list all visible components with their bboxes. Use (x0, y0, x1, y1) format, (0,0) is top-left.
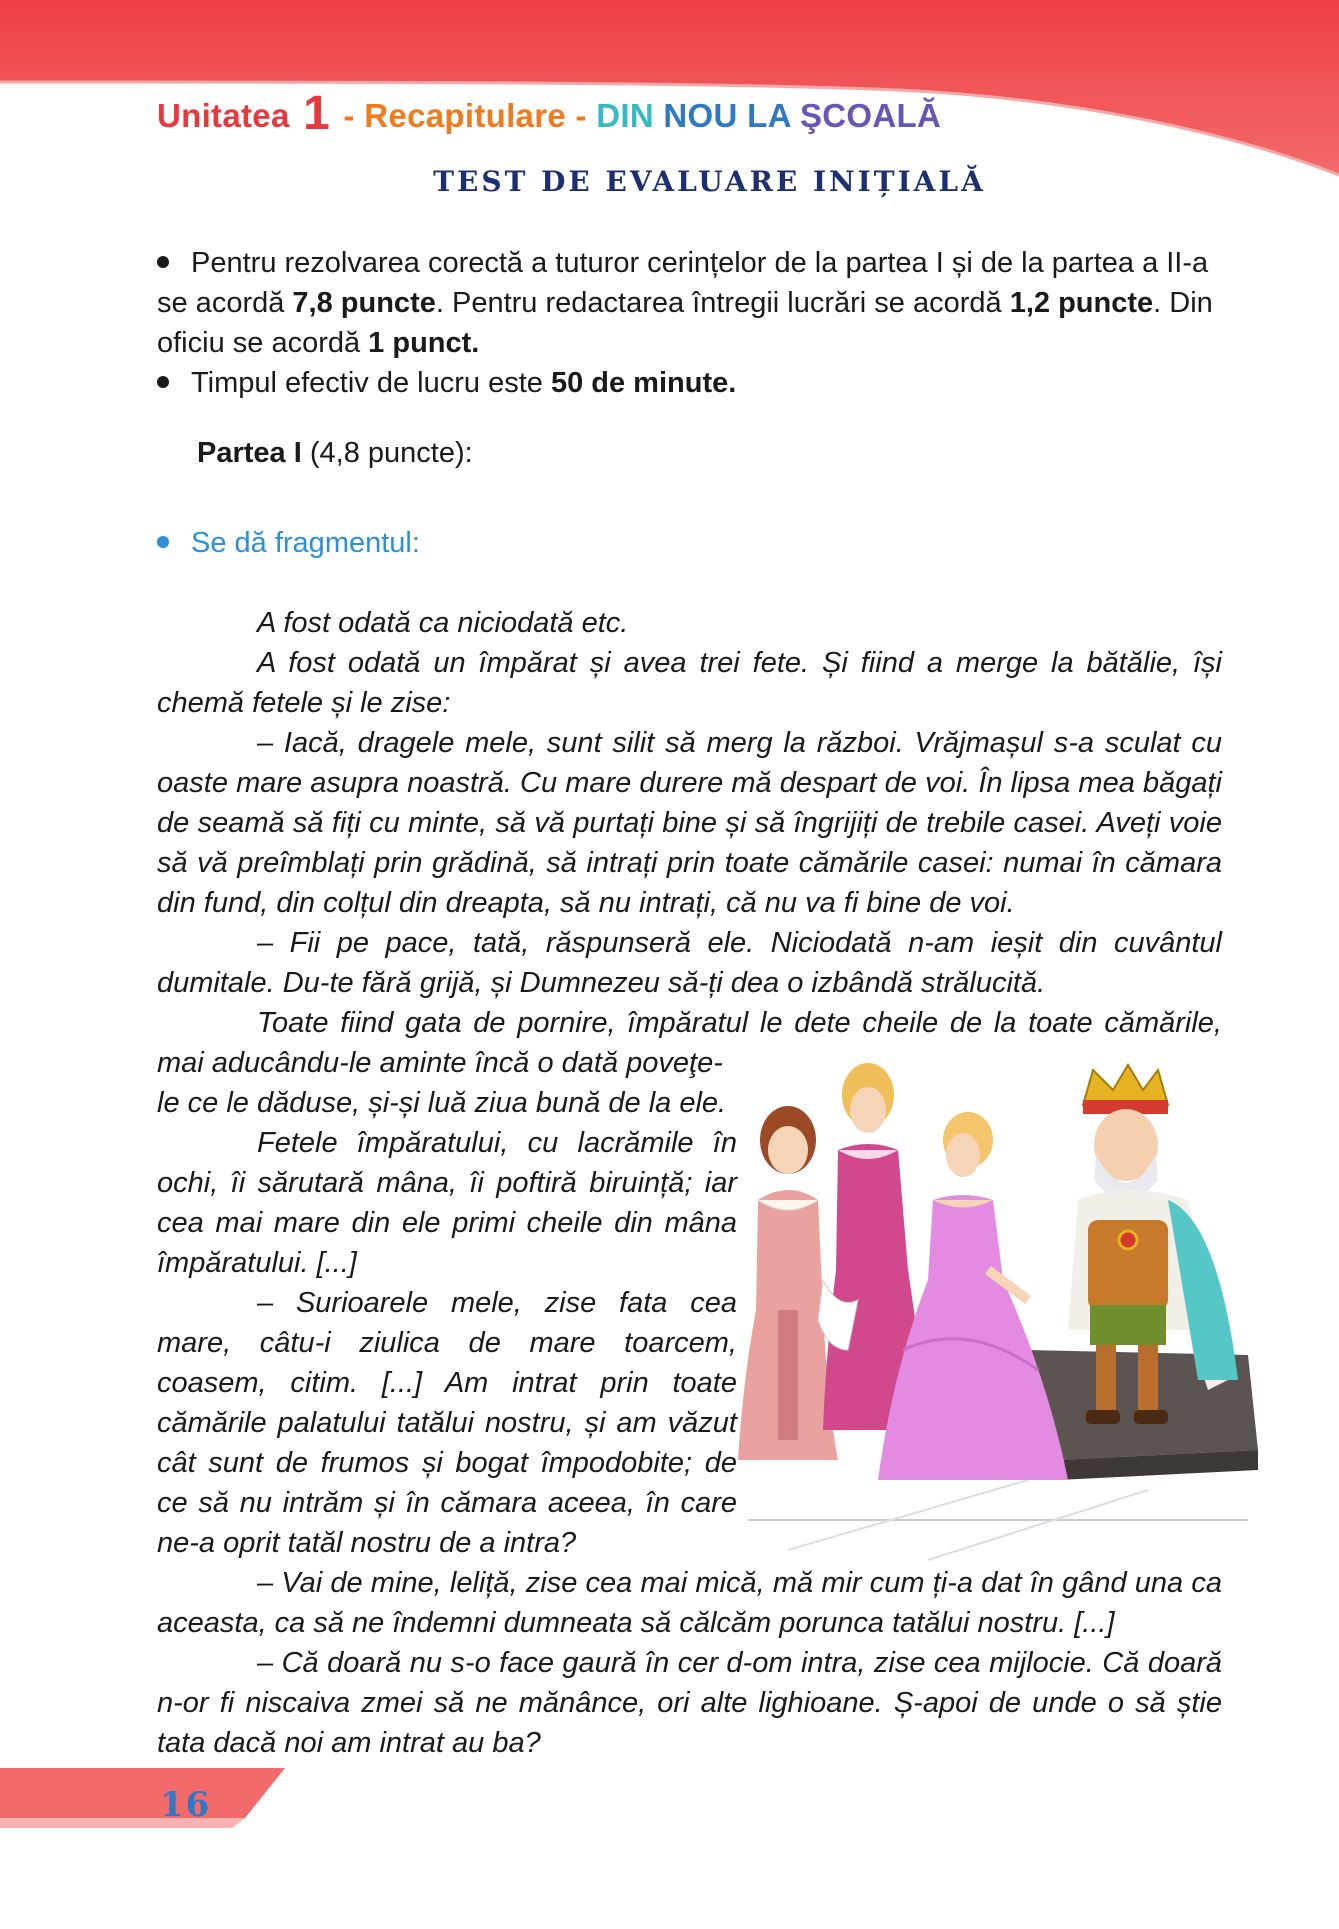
points-value: 1 punct. (368, 327, 480, 359)
test-title: TEST DE EVALUARE INIȚIALĂ (433, 165, 986, 198)
part-points: (4,8 puncte): (309, 437, 473, 469)
instruction-bullet-1 (157, 243, 1222, 363)
instruction-text: Timpul efectiv de lucru este (191, 367, 551, 399)
task-heading (157, 523, 1222, 563)
story-paragraph: – Surioarele mele, zise fata cea mare, câtu-i ziulica de mare toarcem, coasem, citim. [...] Am intrat prin toate cămările palatului tatălui nostru, și am văzut cât sunt de frumos și bogat împodobite; de ce să nu intrăm și în cămara aceea, în care ne-a oprit tatăl nostru de a intra? (157, 1287, 737, 1559)
instruction-text: . Pentru redactarea întregii lucrări se acordă (435, 287, 1010, 319)
time-value: 50 de minute. (550, 367, 737, 399)
part-label: Partea I (197, 437, 302, 469)
footer-ribbon (0, 1768, 300, 1838)
story-paragraph: – Că doară nu s-o face gaură în cer d-om intra, zise cea mijlocie. Că doară n-or fi niscaiva zmei să ne mănânce, ori alte lighioane. Ș-apoi de unde o să știe tata dacă noi am intrat au ba? (157, 1647, 1222, 1759)
title-word-la: LA (747, 97, 791, 134)
instruction-bullet-2 (157, 363, 1222, 403)
story-paragraph: A fost odată un împărat și avea trei fete. Și fiind a merge la bătălie, își chemă fetele și le zise: (157, 647, 1222, 719)
title-word-nou: NOU (663, 97, 738, 134)
story-paragraph: Toate fiind gata de pornire, împăratul le dete cheile de la toate cămările, mai aducându-le aminte încă o dată poveţe- (157, 1007, 1222, 1079)
title-word-din: DIN (596, 97, 654, 134)
story-paragraph: – Vai de mine, leliță, zise cea mai mică, mă mir cum ți-a dat în gând una ca aceasta, ca să ne îndemni dumneata să călcăm porunca tatălui nostru. [...] (157, 1567, 1222, 1639)
points-value: 7,8 puncte (292, 287, 436, 319)
bullet-icon (157, 256, 169, 268)
unit-header (157, 86, 941, 141)
instruction-text: . Din oficiu se acordă (157, 287, 1213, 359)
bullet-icon (157, 536, 169, 548)
story-paragraph: le ce le dăduse, și-și luă ziua bună de la ele. (157, 1087, 727, 1119)
unit-label: Unitatea (157, 97, 290, 134)
story-paragraph: – Iacă, dragele mele, sunt silit să merg la război. Vrăjmașul s-a sculat cu oaste mare asupra noastră. Cu mare durere mă despart de voi. În lipsa mea băgați de seamă să fiți cu minte, să vă purtați bine și să îngrijiți de trebile casei. Aveți voie să vă preîmblați prin grădină, să intrați prin toate cămările casei: numai în cămara din fund, din colțul din dreapta, să nu intrați, că nu va fi bine de voi. (157, 727, 1222, 919)
section-label: - Recapitulare - (343, 97, 587, 134)
bullet-icon (157, 376, 169, 388)
page-number: 16 (160, 1785, 212, 1825)
unit-number: 1 (303, 87, 331, 140)
task-label: Se dă fragmentul: (191, 527, 420, 559)
king-daughters-illustration (728, 1050, 1268, 1570)
part-heading (197, 433, 1262, 473)
story-paragraph: A fost odată ca niciodată etc. (257, 607, 629, 639)
story-paragraph: – Fii pe pace, tată, răspunseră ele. Niciodată n-am ieșit din cuvântul dumitale. Du-te fără grijă, și Dumnezeu să-ți dea o izbândă strălucită. (157, 927, 1222, 999)
instruction-text: Pentru rezolvarea corectă a tuturor cerințelor de la partea I și de la partea a II-a se acordă (157, 247, 1209, 319)
title-word-scoala: ŞCOALĂ (799, 97, 942, 134)
points-value: 1,2 puncte (1009, 287, 1154, 319)
story-paragraph: Fetele împăratului, cu lacrămile în ochi, îi sărutară mâna, îi poftiră biruință; iar cea mai mare din ele primi cheile din mâna împăratului. [...] (157, 1127, 737, 1279)
